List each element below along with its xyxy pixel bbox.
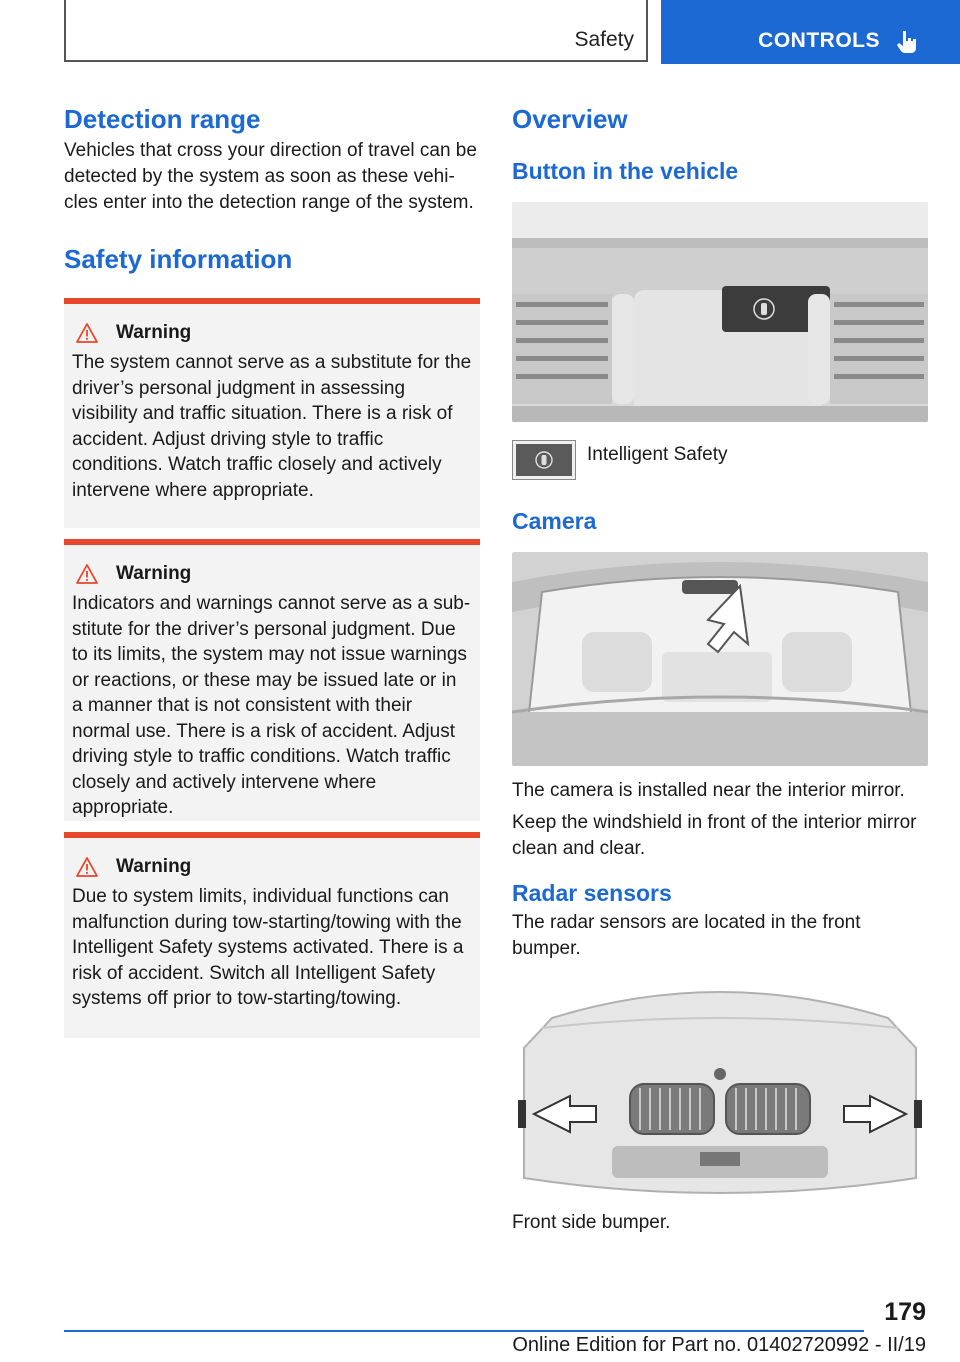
safety-information-heading: Safety information bbox=[64, 244, 293, 274]
footer-divider bbox=[64, 1330, 864, 1332]
header-section-title: Safety bbox=[574, 28, 634, 51]
page-number: 179 bbox=[884, 1298, 926, 1326]
warning-box-2 bbox=[64, 539, 480, 821]
header-chapter-tab[interactable] bbox=[661, 0, 960, 64]
left-column bbox=[64, 100, 480, 1038]
warning-title: Warning bbox=[116, 322, 192, 343]
pointing-hand-icon bbox=[894, 29, 920, 55]
warning-text: Due to system limits, individual functions can malfunction during tow-starting/towing with the Intelligent Safety systems activated. There is a risk of accident. Switch all Intelligent Safety systems off prior to tow-starting/towing. bbox=[72, 886, 464, 1009]
warning-triangle-icon bbox=[76, 857, 98, 877]
radar-sensors-text: The radar sensors are located in the front bumper. bbox=[512, 912, 861, 959]
front-bumper-photo bbox=[512, 978, 928, 1200]
warning-box-3 bbox=[64, 832, 480, 1038]
right-column bbox=[512, 100, 928, 1236]
overview-heading: Overview bbox=[512, 104, 628, 134]
dashboard-button-photo bbox=[512, 202, 928, 422]
header-chapter-label: CONTROLS bbox=[758, 29, 880, 52]
warning-text: The system cannot serve as a substitute for the driver’s personal judgment in assessing visibility and traffic situation. There is a risk of accident. Adjust driving style to traffic conditions. Watch traffic closely and actively intervene where appropriate. bbox=[72, 352, 472, 501]
warning-box-1 bbox=[64, 298, 480, 528]
warning-title: Warning bbox=[116, 856, 192, 877]
camera-heading: Camera bbox=[512, 508, 597, 534]
intelligent-safety-label: Intelligent Safety bbox=[587, 444, 728, 465]
camera-text-2: Keep the windshield in front of the interior mirror clean and clear. bbox=[512, 812, 917, 859]
radar-sensors-heading: Radar sensors bbox=[512, 880, 672, 906]
detection-range-heading: Detection range bbox=[64, 104, 261, 134]
warning-triangle-icon bbox=[76, 564, 98, 584]
detection-range-text: Vehicles that cross your direction of travel can be detected by the system as soon as these vehicles enter into the detection range of the system. bbox=[64, 140, 477, 213]
footer-edition-text: Online Edition for Part no. 01402720992 - II/19 bbox=[512, 1334, 926, 1356]
header-left-box bbox=[64, 0, 648, 62]
camera-text-1: The camera is installed near the interior mirror. bbox=[512, 780, 905, 801]
warning-title: Warning bbox=[116, 563, 192, 584]
warning-text: Indicators and warnings cannot serve as a substitute for the driver’s personal judgment. Due to its limits, the system may not issue warnings or reactions, or these may be issued late or in a manner that is not consistent with their normal use. There is a risk of accident. Adjust driving style to traffic conditions. Watch traffic closely and actively intervene where appropriate. bbox=[72, 593, 471, 818]
intelligent-safety-button-icon[interactable] bbox=[512, 440, 576, 480]
warning-triangle-icon bbox=[76, 323, 98, 343]
button-legend bbox=[512, 440, 928, 480]
button-in-vehicle-heading: Button in the vehicle bbox=[512, 158, 739, 184]
front-bumper-caption: Front side bumper. bbox=[512, 1212, 671, 1233]
camera-location-photo bbox=[512, 552, 928, 766]
